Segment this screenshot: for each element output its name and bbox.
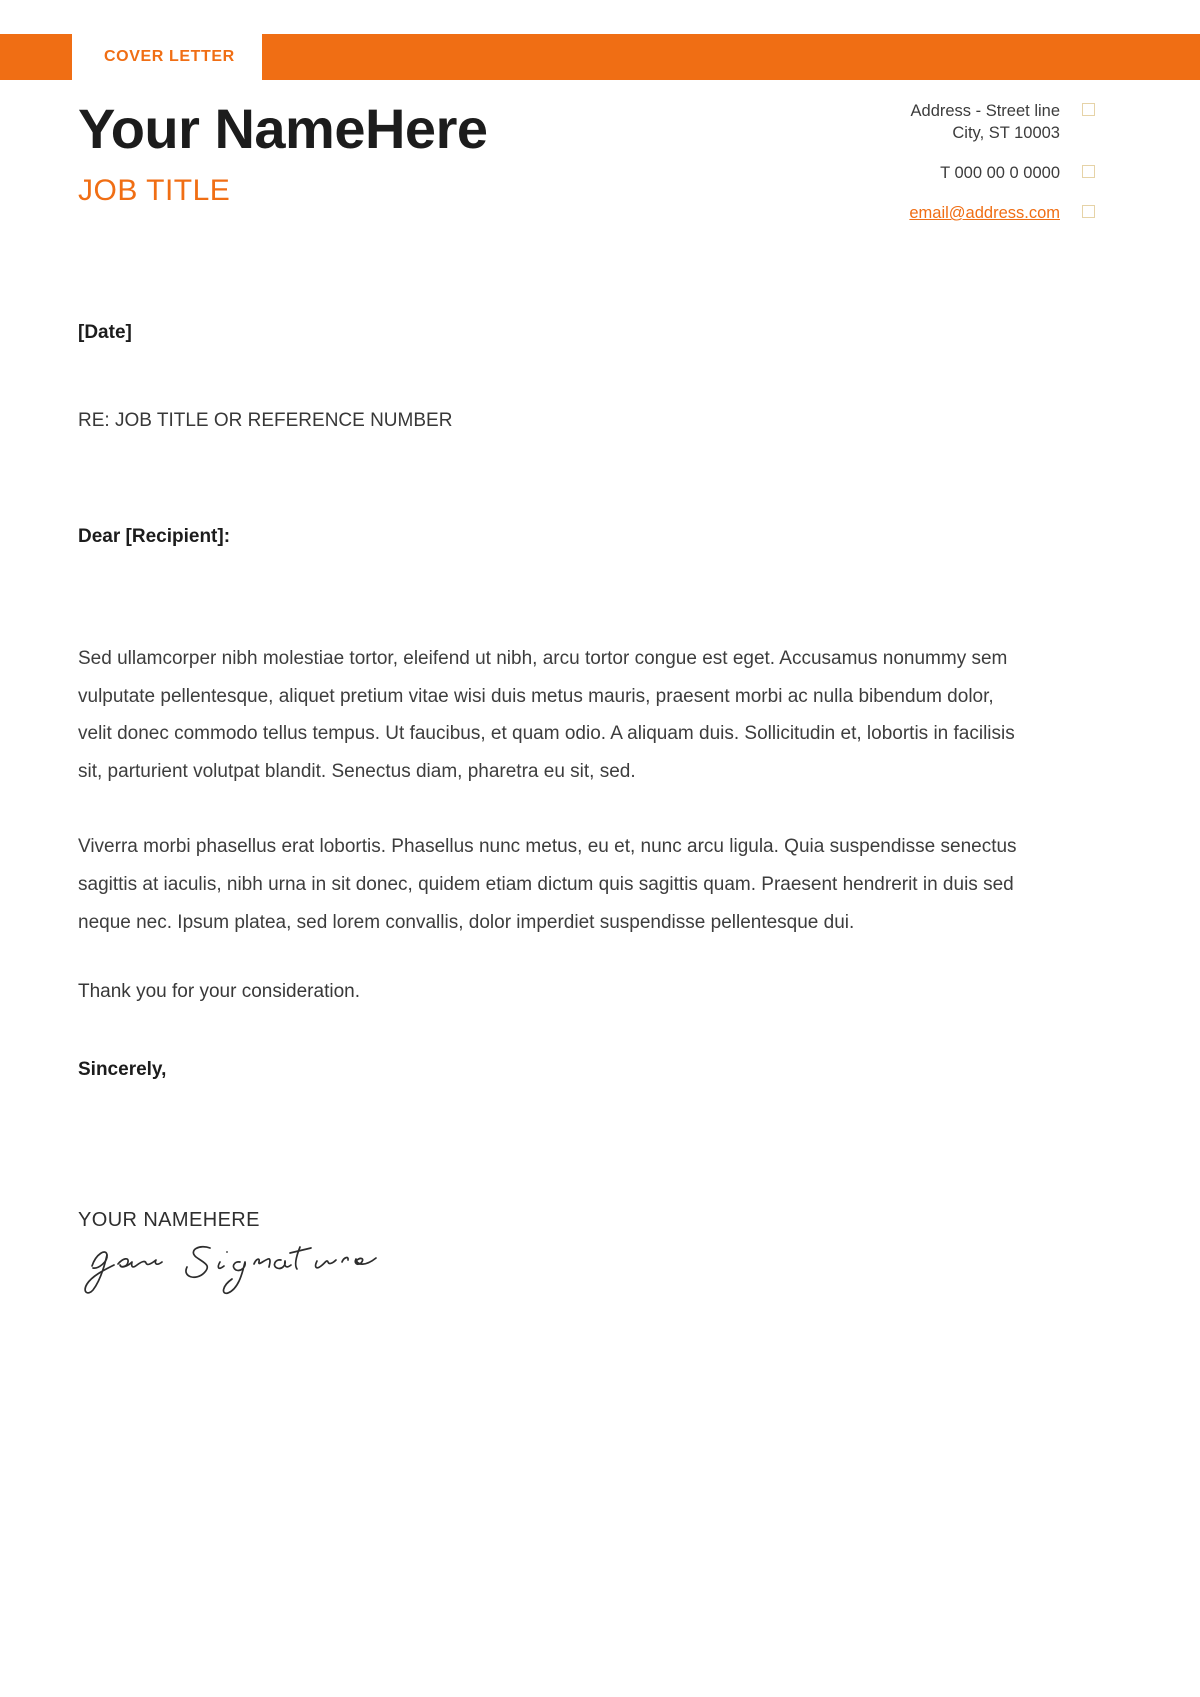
cover-letter-label: COVER LETTER xyxy=(104,48,235,65)
signer-name: YOUR NAMEHERE xyxy=(78,1209,260,1232)
signature-image xyxy=(80,1236,1018,1302)
thanks-line: Thank you for your consideration. xyxy=(78,981,360,1003)
contact-email-row xyxy=(909,202,1095,224)
banner-left-bar xyxy=(0,34,72,80)
page-title-name: Your NameHere xyxy=(78,97,488,160)
contact-block xyxy=(909,100,1095,242)
phone-icon-placeholder xyxy=(1082,165,1095,178)
banner-right-bar xyxy=(262,34,1200,80)
email-link[interactable]: email@address.com xyxy=(909,204,1060,222)
date-placeholder: [Date] xyxy=(78,322,132,343)
body-paragraph-2: Viverra morbi phasellus erat lobortis. Phasellus nunc metus, eu et, nunc arcu ligula. Quia suspendisse senectus sagittis at iaculis, nibh urna in sit donec, quidem etiam dictum quis sagittis quam. Praesent hendrerit in duis sed neque nec. Ipsum platea, sed lorem convallis, dolor imperdiet suspendisse pellentesque dui. xyxy=(78,836,1017,933)
salutation: Dear [Recipient]: xyxy=(78,526,231,547)
address-line-1: Address - Street line xyxy=(910,102,1060,120)
phone-number: T 000 00 0 0000 xyxy=(940,164,1060,182)
closing-line: Sincerely, xyxy=(78,1059,167,1081)
top-banner xyxy=(0,34,1200,80)
address-icon-placeholder xyxy=(1082,103,1095,116)
contact-address-row xyxy=(911,100,1095,144)
job-title: JOB TITLE xyxy=(78,173,231,207)
email-icon-placeholder xyxy=(1082,205,1095,218)
subject-line: RE: JOB TITLE OR REFERENCE NUMBER xyxy=(78,410,453,431)
contact-phone-row xyxy=(940,162,1095,184)
address-line-2: City, ST 10003 xyxy=(952,124,1060,142)
body-paragraph-1: Sed ullamcorper nibh molestiae tortor, eleifend ut nibh, arcu tortor congue est eget. Accusamus nonummy sem vulputate pellentesque, aliquet pretium vitae wisi duis metus mauris, praesent morbi ac nulla bibendum dolor, velit donec commodo tellus tempus. Ut faucibus, et quam odio. A aliquam duis. Sollicitudin et, lobortis in facilisis sit, parturient volutpat blandit. Senectus diam, pharetra eu sit, sed. xyxy=(78,648,1015,782)
letter-body xyxy=(78,322,1018,1302)
header-name-block xyxy=(78,98,488,208)
